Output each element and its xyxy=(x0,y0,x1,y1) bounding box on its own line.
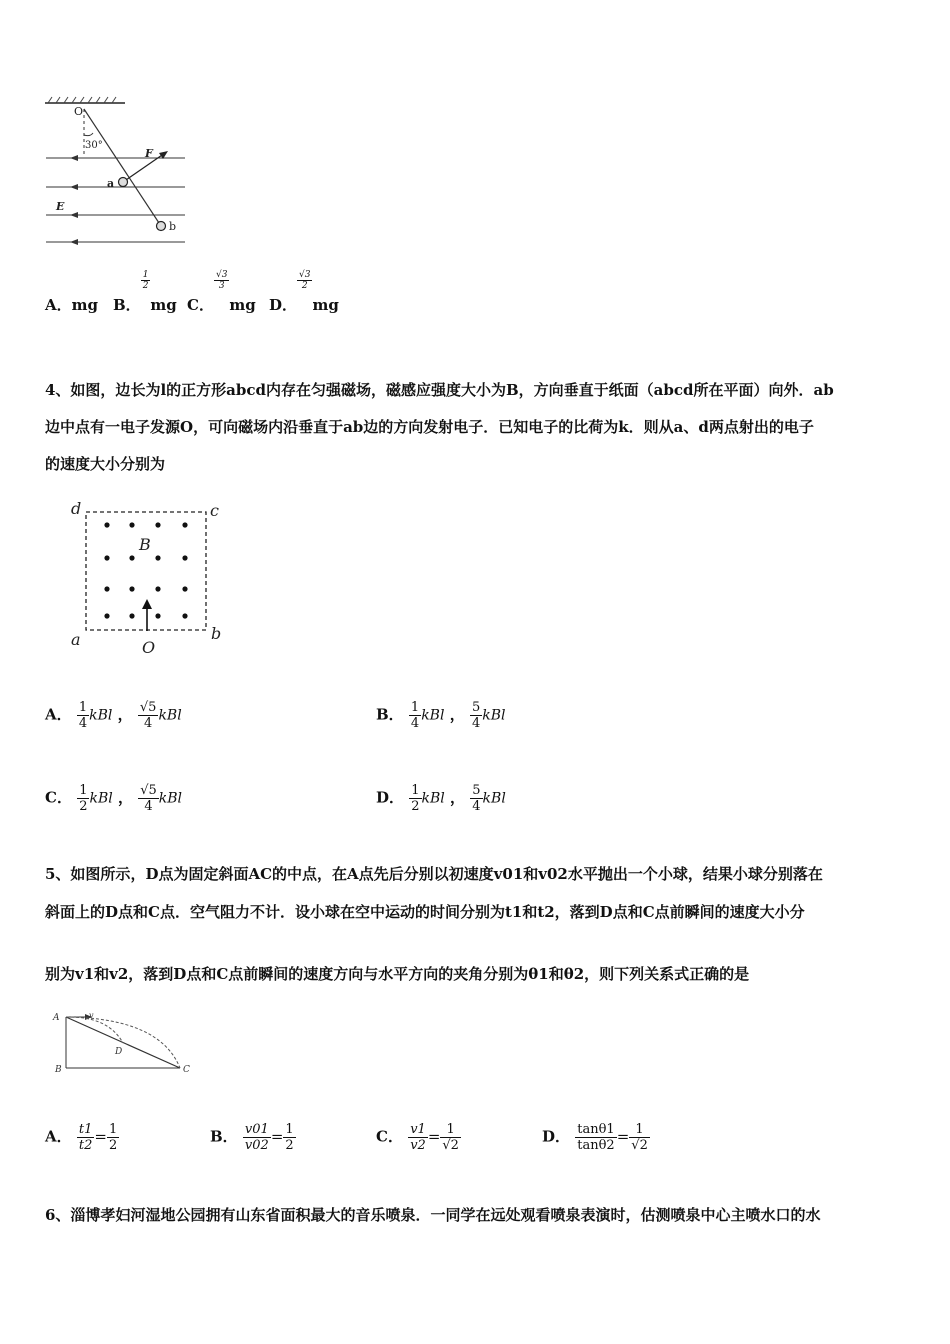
q5-figure xyxy=(50,1008,200,1078)
q3-label-f: F xyxy=(145,147,153,160)
q4-figure xyxy=(65,495,235,660)
q4-line-3: 的速度大小分别为 xyxy=(45,455,166,473)
q3-option-d: D． $\frac{√3}{2}$ mg xyxy=(269,270,339,314)
q4-label-field-b: B xyxy=(139,535,151,554)
q5-option-b: B． $\frac{v01}{v02}$ = $\frac{1}{2}$ xyxy=(210,1122,294,1153)
q5-option-c: C． $\frac{v1}{v2}$ = $\frac{1}{√2}$ xyxy=(376,1122,459,1153)
q4-option-c: C． $\frac{1}{2}$ kBl ， $\frac{√5}{4}$ kBl xyxy=(45,783,183,814)
q3-label-b: b xyxy=(169,220,177,233)
q6-line-1: 6、淄博孝妇河湿地公园拥有山东省面积最大的音乐喷泉．一同学在远处观看喷泉表演时，估测喷泉中心主喷水口的水 xyxy=(45,1206,821,1224)
q4-label-d: d xyxy=(71,499,82,518)
q4-label-b: b xyxy=(211,624,222,643)
q5-line-1: 5、如图所示，D点为固定斜面AC的中点，在A点先后分别以初速度v01和v02水平抛出一个小球，结果小球分别落在 xyxy=(45,865,823,883)
q3-option-a: A．mg xyxy=(45,296,99,314)
q4-option-a: A． $\frac{1}{4}$ kBl ， $\frac{√5}{4}$ kBl xyxy=(45,700,182,731)
q4-option-b: B． $\frac{1}{4}$ kBl ， $\frac{5}{4}$ kBl xyxy=(376,700,506,731)
q4-label-o: O xyxy=(142,638,156,657)
q3-option-b: B． $\frac{1}{2}$ mg xyxy=(113,270,177,314)
q4-line-2: 边中点有一电子发源O，可向磁场内沿垂直于ab边的方向发射电子．已知电子的比荷为k．则从a、d两点射出的电子 xyxy=(45,418,814,436)
q4-label-c: c xyxy=(210,501,219,520)
q5-line-2: 斜面上的D点和C点．空气阻力不计．设小球在空中运动的时间分别为t1和t2，落到D点和C点前瞬间的速度大小分 xyxy=(45,903,805,921)
q5-line-3: 别为v1和v2，落到D点和C点前瞬间的速度方向与水平方向的夹角分别为θ1和θ2，则下列关系式正确的是 xyxy=(45,965,750,983)
q5-option-d: D． $\frac{\tan\theta 1}{\tan\theta 2}$ = $\frac{1}{√2}$ xyxy=(542,1122,648,1153)
q3-option-c: C． $\frac{√3}{3}$ mg xyxy=(187,270,256,314)
q5-label-c: C xyxy=(183,1065,190,1075)
q5-label-d: D xyxy=(115,1047,123,1057)
q5-label-b: B xyxy=(55,1065,62,1075)
q4-label-a: a xyxy=(71,630,81,649)
q3-figure xyxy=(40,95,190,250)
q3-label-angle: 30° xyxy=(85,140,103,151)
q3-label-o: O xyxy=(74,105,84,118)
q5-option-a: A． $\frac{t1}{t2}$ = $\frac{1}{2}$ xyxy=(45,1122,118,1153)
q5-label-v: v xyxy=(89,1011,94,1020)
q3-label-a: a xyxy=(107,177,115,190)
q5-label-a: A xyxy=(53,1013,60,1023)
q4-line-1: 4、如图，边长为l的正方形abcd内存在匀强磁场，磁感应强度大小为B，方向垂直于纸面（abcd所在平面）向外．ab xyxy=(45,381,834,399)
q3-label-e: E xyxy=(56,200,65,213)
q4-option-d: D． $\frac{1}{2}$ kBl ， $\frac{5}{4}$ kBl xyxy=(376,783,506,814)
